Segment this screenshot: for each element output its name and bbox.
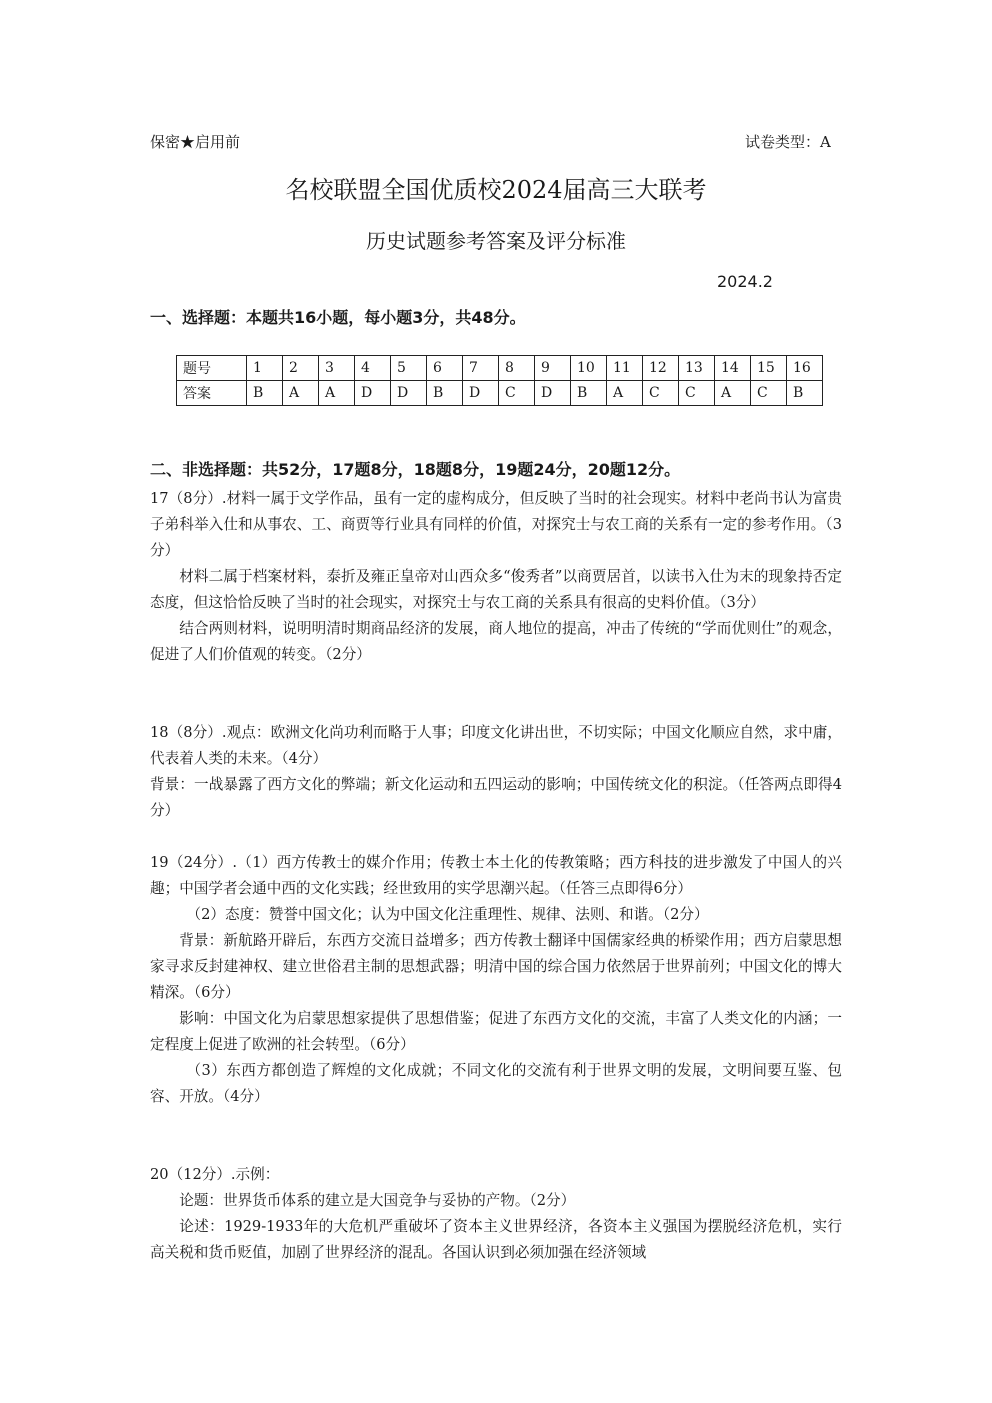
answer-18-paragraph: 背景：一战暴露了西方文化的弊端；新文化运动和五四运动的影响；中国传统文化的积淀。（任答两点即得4分） [150, 776, 842, 819]
question-number: 12 [643, 356, 679, 381]
question-number: 2 [283, 356, 319, 381]
paper-type: 试卷类型：A [745, 133, 831, 151]
answer-19-paragraph: （2）态度：赞誉中国文化；认为中国文化注重理性、规律、法则、和谐。（2分） [186, 906, 709, 923]
answer-cell: D [463, 381, 499, 406]
table-row-answers [177, 381, 823, 406]
row-label-question: 题号 [177, 356, 247, 381]
section1-heading: 一、选择题：本题共16小题，每小题3分，共48分。 [150, 308, 526, 327]
answer-cell: A [283, 381, 319, 406]
answer-cell: C [499, 381, 535, 406]
question-number: 15 [751, 356, 787, 381]
answer-cell: C [751, 381, 787, 406]
section2-heading: 二、非选择题：共52分，17题8分，18题8分，19题24分，20题12分。 [150, 460, 681, 479]
document-title: 名校联盟全国优质校2024届高三大联考 [285, 176, 707, 204]
answer-cell: A [319, 381, 355, 406]
answer-20 [150, 1162, 842, 1266]
answer-19-paragraph: 背景：新航路开辟后，东西方交流日益增多；西方传教士翻译中国儒家经典的桥梁作用；西方启蒙思想家寻求反封建神权、建立世俗君主制的思想武器；明清中国的综合国力依然居于世界前列；中国文化的博大精深。（6分） [150, 932, 842, 1001]
answer-17 [150, 486, 842, 668]
answer-17-paragraph: 17（8分）.材料一属于文学作品，虽有一定的虚构成分，但反映了当时的社会现实。材料中老尚书认为富贵子弟科举入仕和从事农、工、商贾等行业具有同样的价值，对探究士与农工商的关系有一定的参考作用。（3分） [150, 490, 842, 559]
row-label-answer: 答案 [177, 381, 247, 406]
answer-cell: A [607, 381, 643, 406]
answer-18 [150, 720, 842, 824]
confidential-mark: 保密★启用前 [150, 133, 241, 151]
document-subtitle: 历史试题参考答案及评分标准 [366, 229, 626, 253]
answer-cell: B [571, 381, 607, 406]
table-row-numbers [177, 356, 823, 381]
answer-cell: B [787, 381, 823, 406]
answer-cell: C [679, 381, 715, 406]
question-number: 11 [607, 356, 643, 381]
answer-cell: B [427, 381, 463, 406]
answer-table [176, 355, 823, 406]
question-number: 13 [679, 356, 715, 381]
answer-20-paragraph: 20（12分）.示例： [150, 1166, 280, 1183]
answer-19-paragraph: 影响：中国文化为启蒙思想家提供了思想借鉴；促进了东西方文化的交流，丰富了人类文化的内涵；一定程度上促进了欧洲的社会转型。（6分） [150, 1010, 842, 1053]
question-number: 1 [247, 356, 283, 381]
answer-cell: D [355, 381, 391, 406]
answer-17-paragraph: 结合两则材料，说明明清时期商品经济的发展，商人地位的提高，冲击了传统的“学而优则仕”的观念，促进了人们价值观的转变。（2分） [150, 620, 842, 663]
question-number: 16 [787, 356, 823, 381]
question-number: 7 [463, 356, 499, 381]
document-date: 2024.2 [717, 272, 773, 291]
answer-19 [150, 850, 842, 1110]
question-number: 14 [715, 356, 751, 381]
question-number: 3 [319, 356, 355, 381]
answer-18-paragraph: 18（8分）.观点：欧洲文化尚功利而略于人事；印度文化讲出世，不切实际；中国文化顺应自然，求中庸，代表着人类的未来。（4分） [150, 724, 842, 767]
answer-20-paragraph: 论述：1929-1933年的大危机严重破坏了资本主义世界经济，各资本主义强国为摆脱经济危机，实行高关税和货币贬值，加剧了世界经济的混乱。各国认识到必须加强在经济领域 [150, 1218, 842, 1261]
answer-cell: D [391, 381, 427, 406]
answer-cell: C [643, 381, 679, 406]
answer-20-paragraph: 论题：世界货币体系的建立是大国竞争与妥协的产物。（2分） [179, 1192, 576, 1209]
question-number: 5 [391, 356, 427, 381]
answer-17-paragraph: 材料二属于档案材料，泰折及雍正皇帝对山西众多“俊秀者”以商贾居首，以读书入仕为末的现象持否定态度，但这恰恰反映了当时的社会现实，对探究士与农工商的关系具有很高的史料价值。（3分） [150, 568, 842, 611]
question-number: 6 [427, 356, 463, 381]
question-number: 9 [535, 356, 571, 381]
answer-cell: D [535, 381, 571, 406]
answer-19-paragraph: 19（24分）.（1）西方传教士的媒介作用；传教士本土化的传教策略；西方科技的进步激发了中国人的兴趣；中国学者会通中西的文化实践；经世致用的实学思潮兴起。（任答三点即得6分） [150, 854, 842, 897]
question-number: 8 [499, 356, 535, 381]
answer-cell: A [715, 381, 751, 406]
question-number: 4 [355, 356, 391, 381]
question-number: 10 [571, 356, 607, 381]
answer-cell: B [247, 381, 283, 406]
answer-19-paragraph: （3）东西方都创造了辉煌的文化成就；不同文化的交流有利于世界文明的发展，文明间要互鉴、包容、开放。（4分） [150, 1062, 842, 1105]
